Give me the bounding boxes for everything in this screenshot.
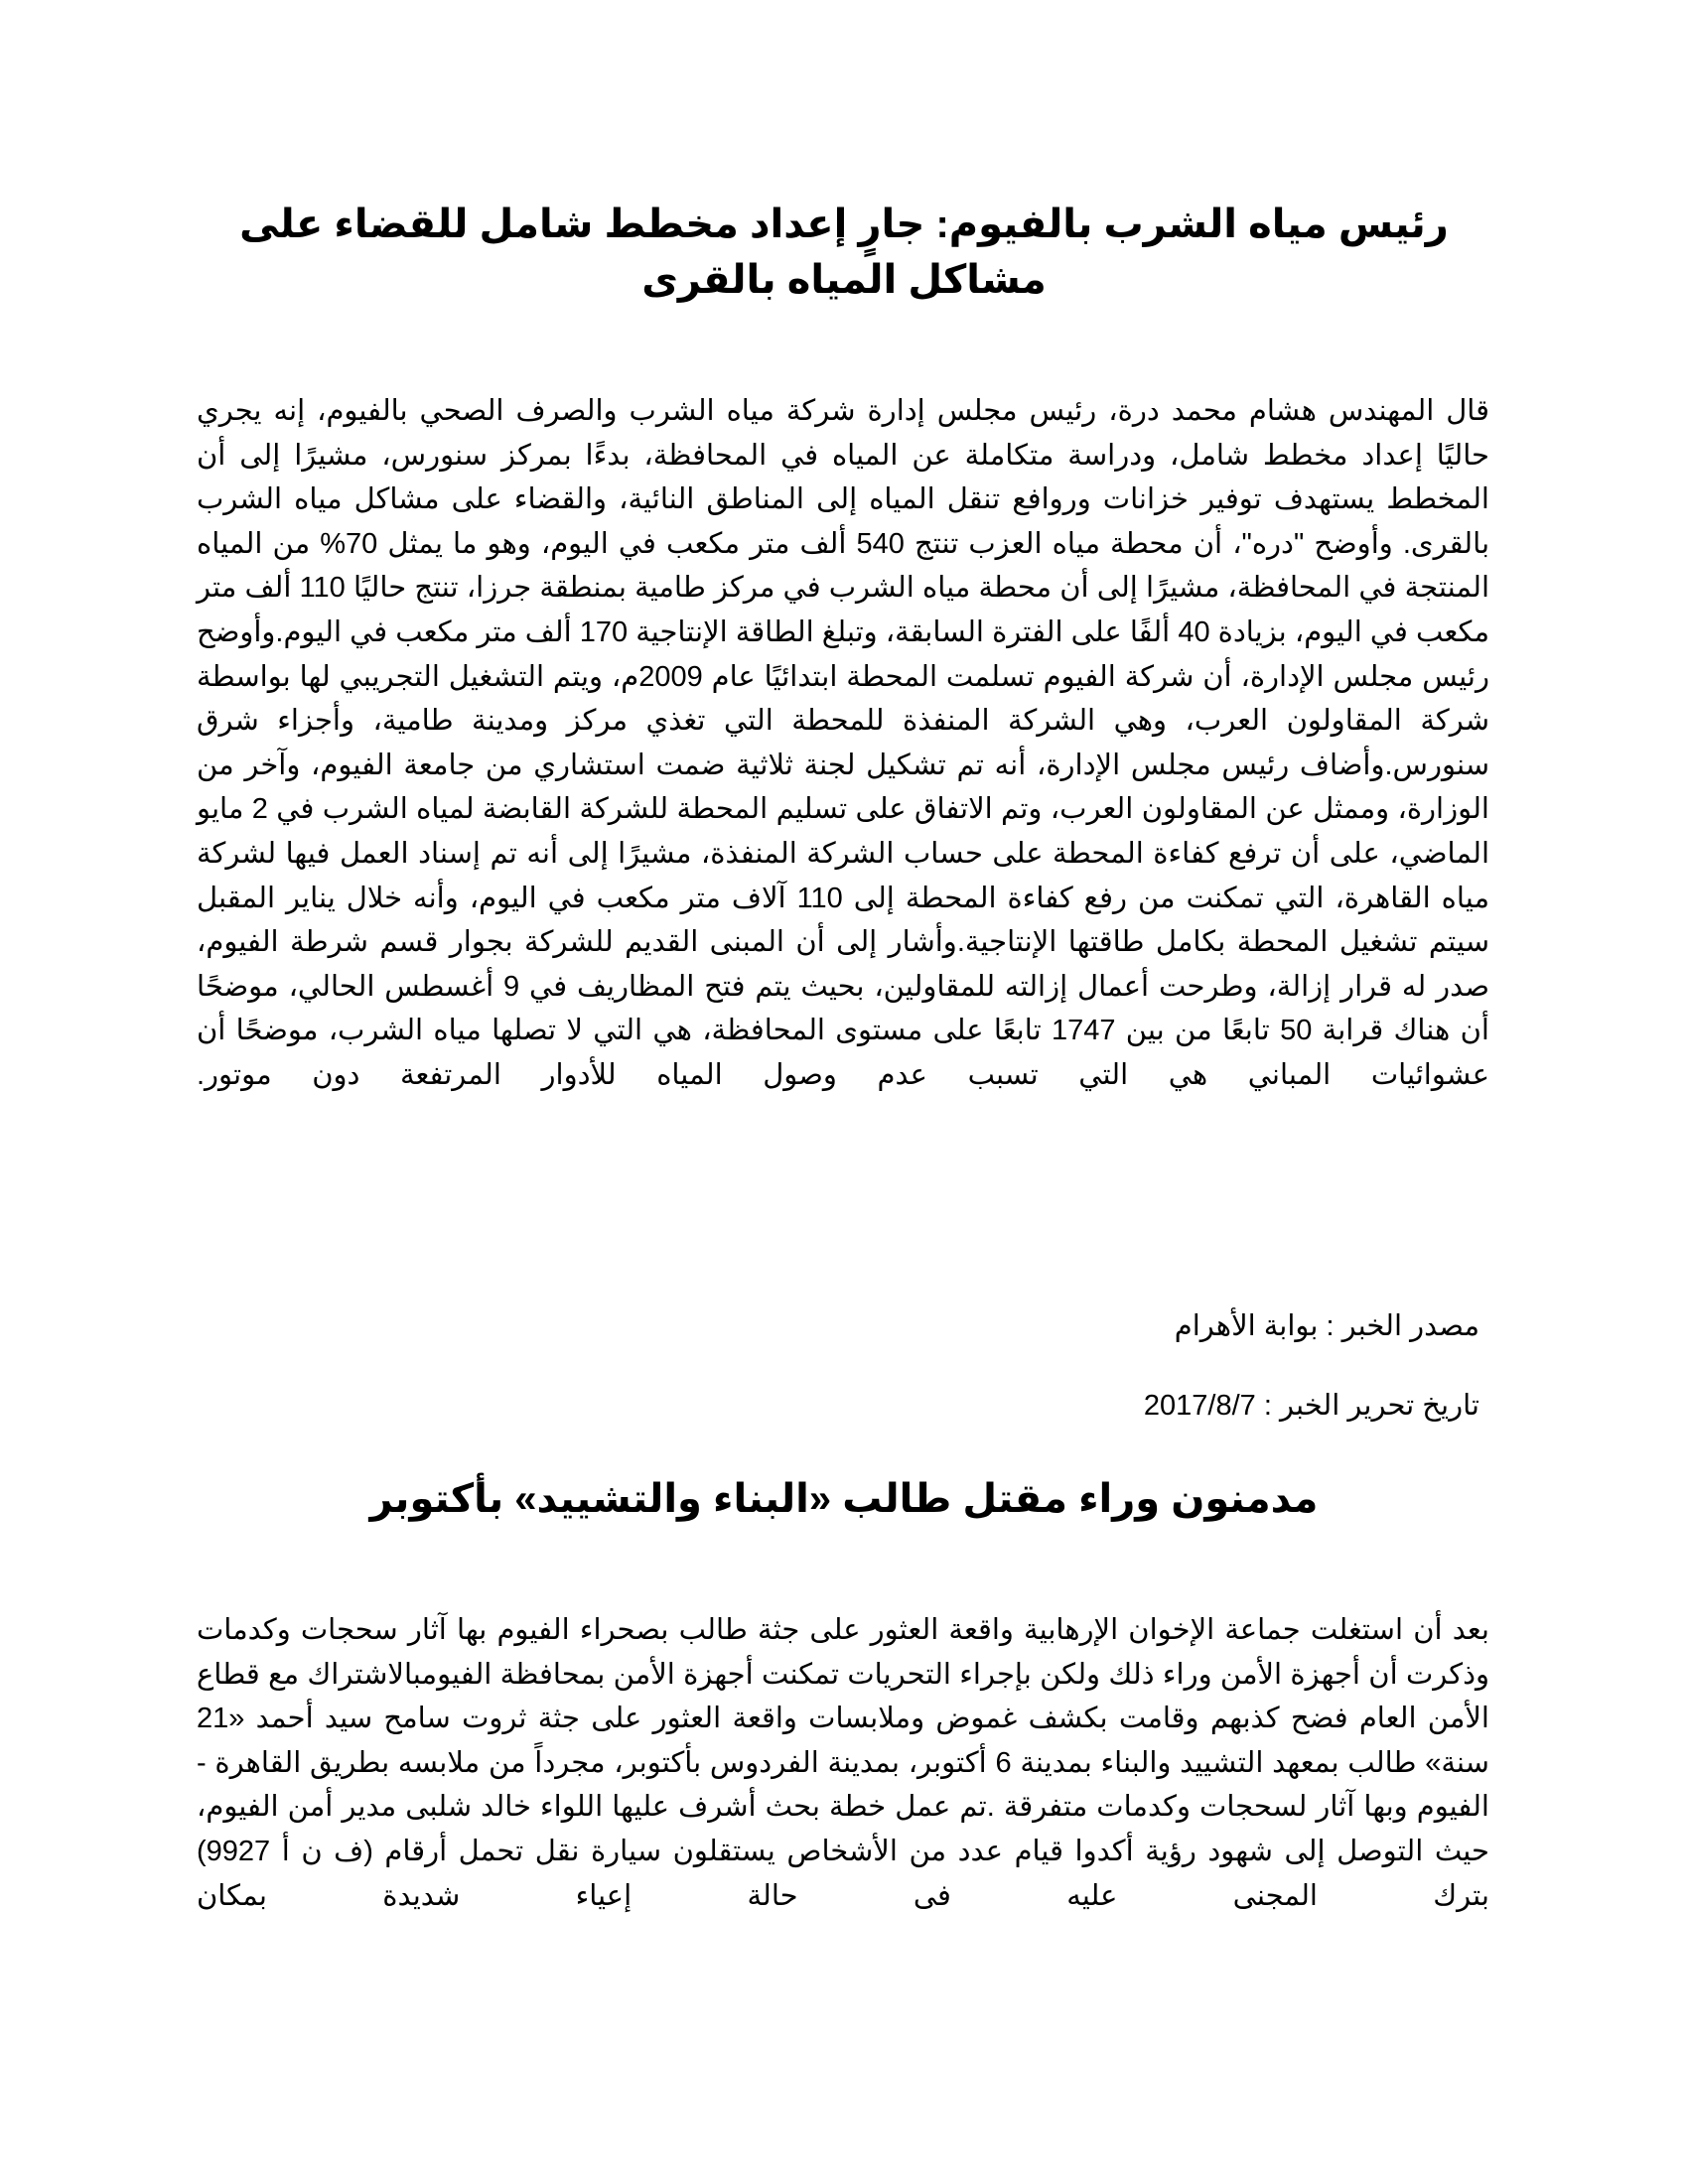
edit-date: تاريخ تحرير الخبر : 2017/8/7	[1143, 1390, 1479, 1422]
article-body: قال المهندس هشام محمد درة، رئيس مجلس إدارة شركة مياه الشرب والصرف الصحي بالفيوم، إنه يجري حاليًا إعداد مخطط شامل، ودراسة متكاملة عن المياه في المحافظة، بدءًا بمركز سنورس، مشيرًا إلى أن المخطط يستهدف توفير خزانات وروافع تنقل المياه إلى المناطق النائية، والقضاء على مشاكل مياه الشرب بالقرى. وأوضح "دره"، أن محطة مياه العزب تنتج 540 ألف متر مكعب في اليوم، وهو ما يمثل 70% من المياه المنتجة في المحافظة، مشيرًا إلى أن محطة مياه الشرب في مركز طامية بمنطقة جرزا، تنتج حاليًا 110 ألف متر مكعب في اليوم، بزيادة 40 ألفًا على الفترة السابقة، وتبلغ الطاقة الإنتاجية 170 ألف متر مكعب في اليوم.وأوضح رئيس مجلس الإدارة، أن شركة الفيوم تسلمت المحطة ابتدائيًا عام 2009م، ويتم التشغيل التجريبي لها بواسطة شركة المقاولون العرب، وهي الشركة المنفذة للمحطة التي تغذي مركز ومدينة طامية، وأجزاء شرق سنورس.وأضاف رئيس مجلس الإدارة، أنه تم تشكيل لجنة ثلاثية ضمت استشاري من جامعة الفيوم، وآخر من الوزارة، وممثل عن المقاولون العرب، وتم الاتفاق على تسليم المحطة للشركة القابضة لمياه الشرب في 2 مايو الماضي، على أن ترفع كفاءة المحطة على حساب الشركة المنفذة، مشيرًا إلى أنه تم إسناد العمل فيها لشركة مياه القاهرة، التي تمكنت من رفع كفاءة المحطة إلى 110 آلاف متر مكعب في اليوم، وأنه خلال يناير المقبل سيتم تشغيل المحطة بكامل طاقتها الإنتاجية.وأشار إلى أن المبنى القديم للشركة بجوار قسم شرطة الفيوم، صدر له قرار إزالة، وطرحت أعمال إزالته للمقاولين، بحيث يتم فتح المظاريف في 9 أغسطس الحالي، موضحًا أن هناك قرابة 50 تابعًا من بين 1747 تابعًا على مستوى المحافظة، هي التي لا تصلها مياه الشرب، موضحًا أن عشوائيات المباني هي التي تسبب عدم وصول المياه للأدوار المرتفعة دون موتور.	[197, 395, 1490, 1091]
news-source: مصدر الخبر : بوابة الأهرام	[1174, 1310, 1479, 1342]
article-title: مدمنون وراء مقتل طالب «البناء والتشييد» بأكتوبر	[369, 1477, 1319, 1521]
article-body: بعد أن استغلت جماعة الإخوان الإرهابية واقعة العثور على جثة طالب بصحراء الفيوم بها آثار سحجات وكدمات وذكرت أن أجهزة الأمن وراء ذلك ولكن بإجراء التحريات تمكنت أجهزة الأمن بمحافظة الفيومبالاشتراك مع قطاع الأمن العام فضح كذبهم وقامت بكشف غموض وملابسات واقعة العثور على جثة ثروت سامح سيد أحمد «21 سنة» طالب بمعهد التشييد والبناء بمدينة 6 أكتوبر، بمدينة الفردوس بأكتوبر، مجرداً من ملابسه بطريق القاهرة - الفيوم وبها آثار لسحجات وكدمات متفرقة .تم عمل خطة بحث أشرف عليها اللواء خالد شلبى مدير أمن الفيوم، حيث التوصل إلى شهود رؤية أكدوا قيام عدد من الأشخاص يستقلون سيارة نقل تحمل أرقام (ف ن أ 9927) بترك المجنى عليه فى حالة إعياء شديدة بمكان	[197, 1614, 1489, 1912]
article-title: رئيس مياه الشرب بالفيوم: جارٍ إعداد مخطط شامل للقضاء على مشاكل المياه بالقرى	[239, 203, 1449, 302]
